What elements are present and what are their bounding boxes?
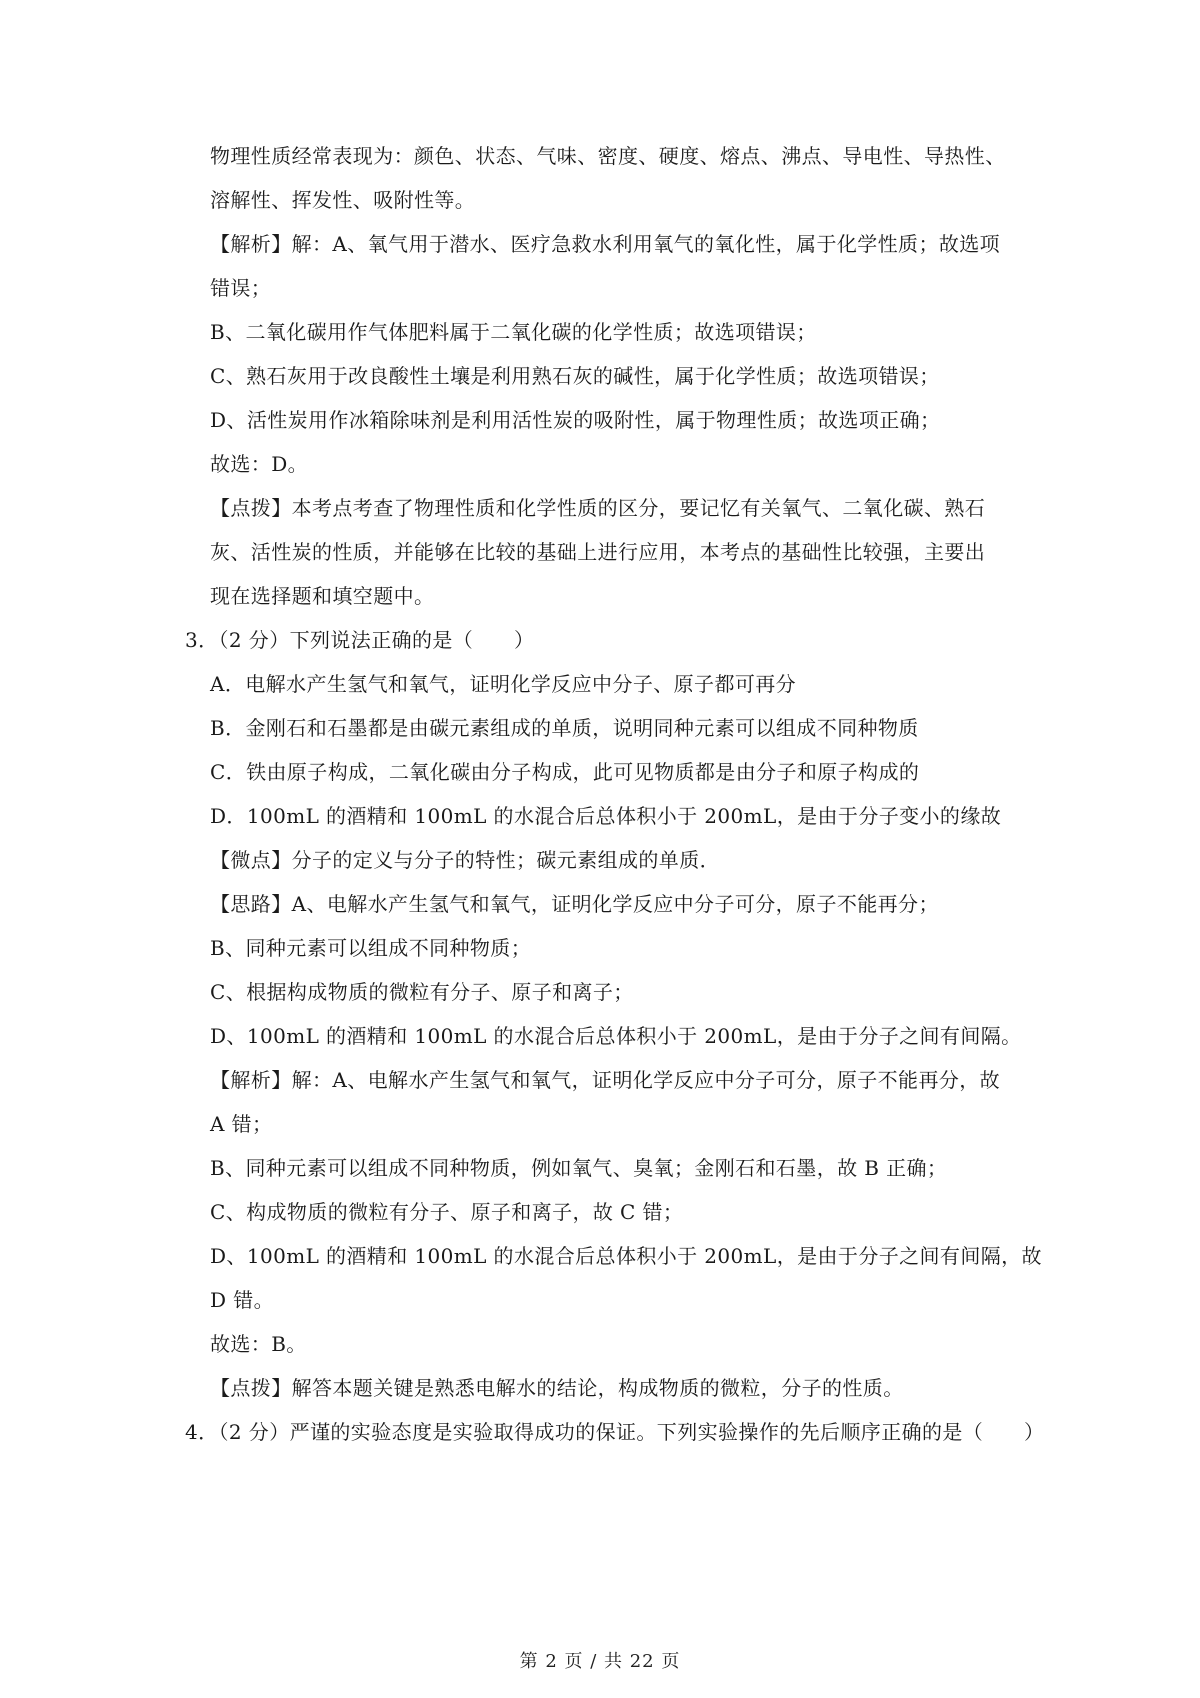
text-line: A 错； — [210, 1112, 273, 1136]
option-d: D．100mL 的酒精和 100mL 的水混合后总体积小于 200mL，是由于分子变小的缘故 — [210, 804, 1002, 828]
text-line: 【点拨】解答本题关键是熟悉电解水的结论，构成物质的微粒，分子的性质。 — [210, 1376, 904, 1400]
text-line: D、活性炭用作冰箱除味剂是利用活性炭的吸附性，属于物理性质；故选项正确； — [210, 408, 941, 432]
text-line: 物理性质经常表现为：颜色、状态、气味、密度、硬度、熔点、沸点、导电性、导热性、 — [210, 144, 1006, 168]
text-line: 【微点】分子的定义与分子的特性；碳元素组成的单质． — [210, 848, 720, 872]
text-line: 故选：B。 — [210, 1332, 307, 1356]
page-footer: 第 2 页 / 共 22 页 — [519, 1651, 681, 1672]
option-b: B．金刚石和石墨都是由碳元素组成的单质，说明同种元素可以组成不同种物质 — [210, 716, 919, 740]
text-line: 灰、活性炭的性质，并能够在比较的基础上进行应用，本考点的基础性比较强，主要出 — [210, 540, 986, 564]
option-a: A．电解水产生氢气和氧气，证明化学反应中分子、原子都可再分 — [210, 672, 797, 696]
text-line: D 错。 — [210, 1288, 274, 1312]
text-line: C、根据构成物质的微粒有分子、原子和离子； — [210, 980, 634, 1004]
text-line: B、二氧化碳用作气体肥料属于二氧化碳的化学性质；故选项错误； — [210, 320, 817, 344]
option-c: C．铁由原子构成，二氧化碳由分子构成，此可见物质都是由分子和原子构成的 — [210, 760, 920, 784]
question-stem: 3．（2 分）下列说法正确的是（ ） — [185, 628, 535, 652]
text-line: 溶解性、挥发性、吸附性等。 — [210, 188, 476, 212]
question-stem: 4．（2 分）严谨的实验态度是实验取得成功的保证。下列实验操作的先后顺序正确的是（ ） — [185, 1420, 1045, 1444]
text-line: 现在选择题和填空题中。 — [210, 584, 435, 608]
text-line: B、同种元素可以组成不同种物质，例如氧气、臭氧；金刚石和石墨，故 B 正确； — [210, 1156, 948, 1180]
text-line: B、同种元素可以组成不同种物质； — [210, 936, 532, 960]
text-line: 故选：D。 — [210, 452, 309, 476]
text-line: 错误； — [210, 276, 272, 300]
text-line: 【解析】解：A、电解水产生氢气和氧气，证明化学反应中分子可分，原子不能再分，故 — [210, 1068, 1001, 1092]
text-line: C、构成物质的微粒有分子、原子和离子，故 C 错； — [210, 1200, 684, 1224]
text-line: D、100mL 的酒精和 100mL 的水混合后总体积小于 200mL，是由于分子之间有间隔。 — [210, 1024, 1022, 1048]
text-line: 【解析】解：A、氧气用于潜水、医疗急救水利用氧气的氧化性，属于化学性质；故选项 — [210, 232, 1001, 256]
text-line: 【点拨】本考点考查了物理性质和化学性质的区分，要记忆有关氧气、二氧化碳、熟石 — [210, 496, 986, 520]
text-line: 【思路】A、电解水产生氢气和氧气，证明化学反应中分子可分，原子不能再分； — [210, 892, 939, 916]
text-line: D、100mL 的酒精和 100mL 的水混合后总体积小于 200mL，是由于分子之间有间隔，故 — [210, 1244, 1042, 1268]
text-line: C、熟石灰用于改良酸性土壤是利用熟石灰的碱性，属于化学性质；故选项错误； — [210, 364, 940, 388]
